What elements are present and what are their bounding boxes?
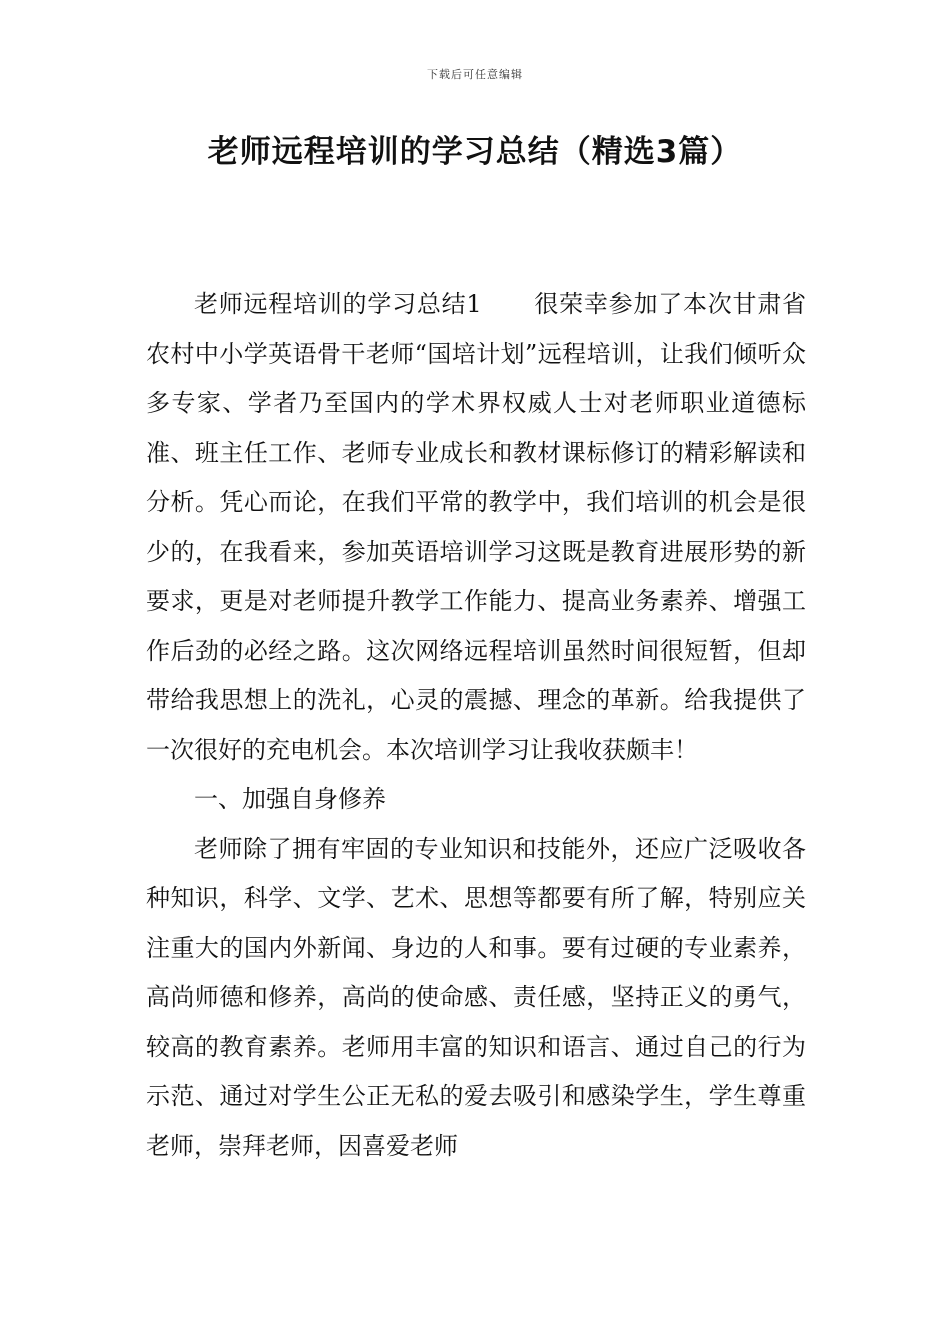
- paragraph-intro: [146, 280, 806, 775]
- section-heading: 一、加强自身修养: [194, 785, 386, 813]
- section-lead-title: 老师远程培训的学习总结1: [194, 290, 482, 318]
- document-title: 老师远程培训的学习总结（精选3篇）: [207, 134, 743, 170]
- document-body: [146, 280, 806, 1171]
- paragraph-text: 老师除了拥有牢固的专业知识和技能外，还应广泛吸收各种知识，科学、文学、艺术、思想等都要有所了解，特别应关注重大的国内外新闻、身边的人和事。要有过硬的专业素养，高尚师德和修养，高尚的使命感、责任感，坚持正义的勇气，较高的教育素养。老师用丰富的知识和语言、通过自己的行为示范、通过对学生公正无私的爱去吸引和感染学生，学生尊重老师，崇拜老师，因喜爱老师: [146, 834, 806, 1160]
- download-note: 下载后可任意编辑: [427, 68, 523, 81]
- paragraph-text: 很荣幸参加了本次甘肃省农村中小学英语骨干老师“国培计划”远程培训，让我们倾听众多专家、学者乃至国内的学术界权威人士对老师职业道德标准、班主任工作、老师专业成长和教材课标修订的精彩解读和分析。凭心而论，在我们平常的教学中，我们培训的机会是很少的，在我看来，参加英语培训学习这既是教育进展形势的新要求，更是对老师提升教学工作能力、提高业务素养、增强工作后劲的必经之路。这次网络远程培训虽然时间很短暂，但却带给我思想上的洗礼，心灵的震撼、理念的革新。给我提供了一次很好的充电机会。本次培训学习让我收获颇丰！: [146, 290, 806, 764]
